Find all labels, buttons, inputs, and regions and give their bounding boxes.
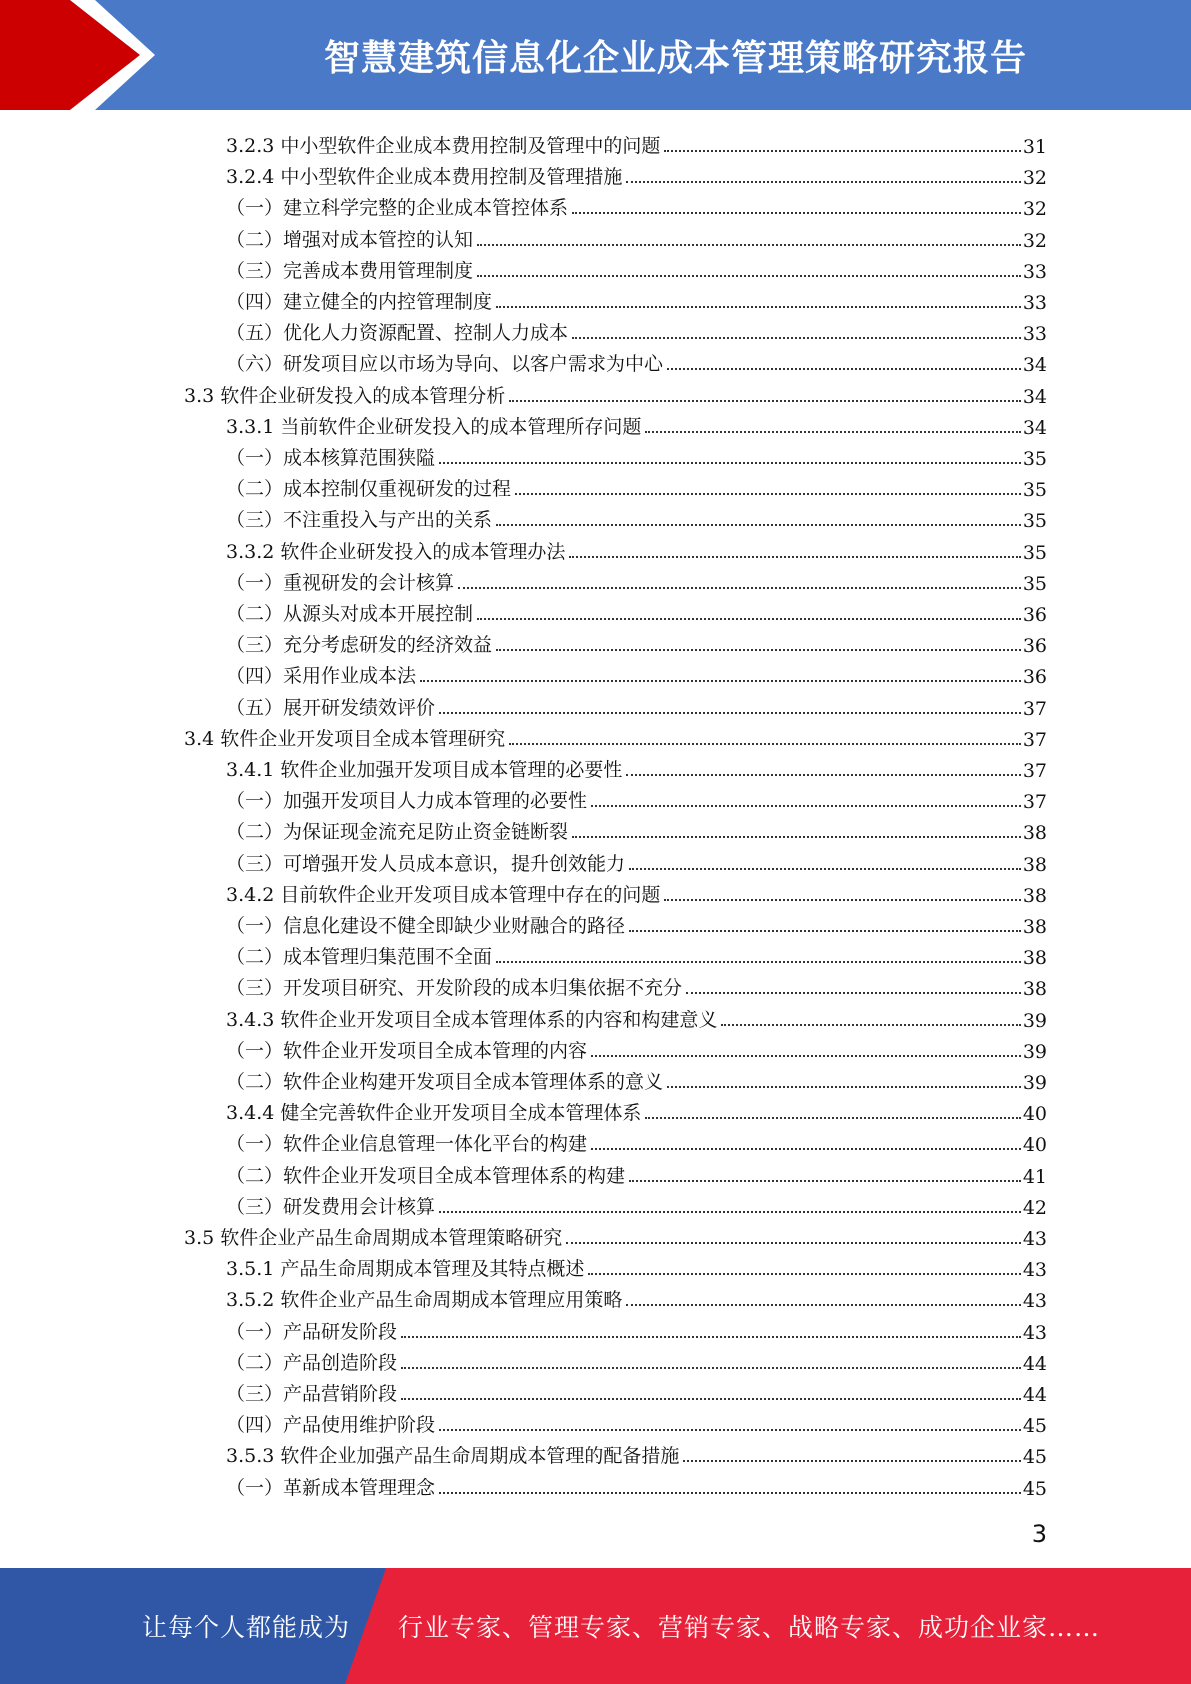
toc-entry[interactable] — [226, 938, 1047, 969]
toc-entry-label: 3.5 软件企业产品生命周期成本管理策略研究 — [184, 1227, 563, 1249]
toc-entry-page: 38 — [1022, 853, 1047, 876]
toc-entry-page: 34 — [1022, 416, 1047, 439]
toc-entry[interactable] — [184, 1219, 1047, 1250]
toc-entry-page: 45 — [1022, 1415, 1047, 1438]
page-header — [0, 0, 1191, 110]
toc-entry[interactable] — [226, 501, 1047, 532]
toc-entry-page: 36 — [1022, 666, 1047, 689]
toc-dot-leader — [591, 1148, 1021, 1150]
toc-dot-leader — [496, 524, 1021, 526]
toc-entry[interactable] — [226, 1001, 1047, 1032]
toc-dot-leader — [629, 868, 1021, 870]
toc-entry[interactable] — [226, 1157, 1047, 1188]
toc-entry-page: 32 — [1022, 229, 1047, 252]
toc-entry[interactable] — [226, 626, 1047, 657]
toc-entry[interactable] — [226, 439, 1047, 470]
toc-entry-page: 40 — [1022, 1103, 1047, 1126]
toc-dot-leader — [626, 181, 1020, 183]
toc-entry[interactable] — [226, 782, 1047, 813]
toc-dot-leader — [566, 1242, 1021, 1244]
toc-entry-label: （一）革新成本管理理念 — [226, 1476, 436, 1499]
toc-entry[interactable] — [226, 969, 1047, 1000]
toc-entry[interactable] — [226, 189, 1047, 220]
toc-entry-label: （三）完善成本费用管理制度 — [226, 259, 474, 282]
toc-entry-label: （三）充分考虑研发的经济效益 — [226, 634, 493, 657]
toc-entry[interactable] — [226, 221, 1047, 252]
toc-entry-page: 45 — [1022, 1477, 1047, 1500]
toc-entry-page: 35 — [1022, 572, 1047, 595]
toc-entry-label: （四）产品使用维护阶段 — [226, 1414, 436, 1437]
toc-entry-page: 43 — [1022, 1228, 1047, 1250]
toc-dot-leader — [439, 1492, 1021, 1494]
toc-entry-label: （五）优化人力资源配置、控制人力成本 — [226, 322, 569, 345]
toc-dot-leader — [664, 150, 1020, 152]
toc-dot-leader — [515, 493, 1021, 495]
toc-entry-label: （四）建立健全的内控管理制度 — [226, 291, 493, 313]
toc-entry-page: 44 — [1022, 1384, 1047, 1406]
toc-entry[interactable] — [226, 1469, 1047, 1500]
toc-entry-label: （二）成本管理归集范围不全面 — [226, 946, 493, 969]
toc-dot-leader — [591, 1055, 1021, 1057]
toc-entry-page: 38 — [1022, 947, 1047, 970]
toc-entry-page: 33 — [1022, 260, 1047, 283]
toc-entry-page: 41 — [1022, 1165, 1047, 1188]
toc-entry-label: （一）软件企业信息管理一体化平台的构建 — [226, 1133, 588, 1156]
toc-dot-leader — [664, 899, 1020, 901]
toc-entry-page: 34 — [1022, 354, 1047, 377]
toc-dot-leader — [591, 805, 1021, 807]
toc-dot-leader — [401, 1336, 1021, 1338]
toc-entry-label: 3.3.2 软件企业研发投入的成本管理办法 — [226, 540, 566, 563]
toc-entry-page: 33 — [1022, 292, 1047, 314]
toc-entry-page: 34 — [1022, 385, 1047, 408]
toc-entry-page: 39 — [1022, 1072, 1047, 1094]
toc-entry[interactable] — [226, 813, 1047, 844]
toc-entry[interactable] — [226, 1375, 1047, 1406]
toc-entry[interactable] — [226, 314, 1047, 345]
toc-dot-leader — [572, 836, 1021, 838]
toc-dot-leader — [626, 1304, 1020, 1306]
toc-dot-leader — [572, 212, 1021, 214]
toc-entry-page: 43 — [1022, 1321, 1047, 1344]
toc-dot-leader — [477, 275, 1021, 277]
toc-entry-label: 3.4.4 健全完善软件企业开发项目全成本管理体系 — [226, 1102, 642, 1125]
toc-dot-leader — [496, 961, 1021, 963]
toc-entry-label: 3.4 软件企业开发项目全成本管理研究 — [184, 727, 506, 750]
toc-entry-label: （一）产品研发阶段 — [226, 1320, 398, 1343]
toc-entry-page: 45 — [1022, 1446, 1047, 1469]
toc-entry-page: 32 — [1022, 198, 1047, 221]
toc-entry-label: 3.4.2 目前软件企业开发项目成本管理中存在的问题 — [226, 883, 661, 906]
toc-entry-label: 3.5.3 软件企业加强产品生命周期成本管理的配备措施 — [226, 1445, 680, 1468]
toc-entry-label: （二）产品创造阶段 — [226, 1351, 398, 1374]
toc-dot-leader — [667, 1086, 1021, 1088]
toc-entry-label: （二）为保证现金流充足防止资金链断裂 — [226, 821, 569, 844]
toc-entry-page: 36 — [1022, 635, 1047, 658]
toc-dot-leader — [496, 306, 1021, 308]
toc-entry-label: （一）建立科学完整的企业成本管控体系 — [226, 197, 569, 220]
toc-entry-page: 43 — [1022, 1290, 1047, 1313]
toc-dot-leader — [439, 462, 1021, 464]
toc-dot-leader — [569, 556, 1020, 558]
toc-entry[interactable] — [226, 1094, 1047, 1125]
toc-entry[interactable] — [226, 876, 1047, 907]
toc-entry[interactable] — [226, 1063, 1047, 1094]
toc-entry[interactable] — [184, 720, 1047, 751]
toc-entry-page: 35 — [1022, 448, 1047, 470]
toc-entry-label: 3.3.1 当前软件企业研发投入的成本管理所存问题 — [226, 415, 642, 438]
toc-entry[interactable] — [184, 377, 1047, 408]
toc-dot-leader — [401, 1367, 1021, 1369]
toc-entry-label: （一）软件企业开发项目全成本管理的内容 — [226, 1039, 588, 1062]
toc-dot-leader — [626, 774, 1020, 776]
toc-entry-label: 3.4.3 软件企业开发项目全成本管理体系的内容和构建意义 — [226, 1008, 718, 1031]
toc-entry[interactable] — [226, 689, 1047, 720]
toc-entry-label: （三）研发费用会计核算 — [226, 1195, 436, 1218]
toc-entry-label: 3.4.1 软件企业加强开发项目成本管理的必要性 — [226, 759, 623, 781]
toc-entry[interactable] — [226, 1125, 1047, 1156]
toc-entry-label: （三）产品营销阶段 — [226, 1383, 398, 1405]
toc-dot-leader — [509, 743, 1021, 745]
toc-dot-leader — [477, 618, 1021, 620]
toc-entry-page: 37 — [1022, 728, 1047, 751]
toc-entry-label: （二）软件企业开发项目全成本管理体系的构建 — [226, 1164, 626, 1187]
toc-entry-label: （一）重视研发的会计核算 — [226, 571, 455, 594]
toc-entry[interactable] — [226, 1406, 1047, 1437]
toc-entry-label: （三）开发项目研究、开发阶段的成本归集依据不充分 — [226, 977, 683, 1000]
toc-dot-leader — [439, 1429, 1021, 1431]
page-number: 3 — [1031, 1520, 1047, 1548]
toc-entry-label: （一）信息化建设不健全即缺少业财融合的路径 — [226, 915, 626, 937]
toc-entry-page: 37 — [1022, 760, 1047, 782]
toc-entry-label: （六）研发项目应以市场为导向、以客户需求为中心 — [226, 353, 664, 376]
toc-entry-page: 31 — [1022, 136, 1047, 158]
toc-dot-leader — [477, 244, 1021, 246]
toc-entry-label: 3.5.2 软件企业产品生命周期成本管理应用策略 — [226, 1289, 623, 1312]
toc-entry-label: 3.3 软件企业研发投入的成本管理分析 — [184, 384, 506, 407]
toc-entry-page: 38 — [1022, 916, 1047, 938]
toc-entry-page: 35 — [1022, 541, 1047, 564]
toc-entry-label: （五）展开研发绩效评价 — [226, 696, 436, 719]
header-red-arrow — [0, 0, 140, 110]
toc-entry-page: 32 — [1022, 167, 1047, 190]
toc-entry-label: （二）软件企业构建开发项目全成本管理体系的意义 — [226, 1071, 664, 1093]
toc-entry-label: 3.2.4 中小型软件企业成本费用控制及管理措施 — [226, 166, 623, 189]
toc-entry[interactable] — [226, 1281, 1047, 1312]
footer-slogan-left: 让每个人都能成为 — [142, 1613, 351, 1642]
toc-dot-leader — [645, 1117, 1020, 1119]
toc-dot-leader — [401, 1398, 1021, 1400]
toc-entry[interactable] — [226, 1188, 1047, 1219]
toc-entry-page: 37 — [1022, 697, 1047, 720]
toc-entry[interactable] — [226, 158, 1047, 189]
toc-entry-page: 38 — [1022, 822, 1047, 845]
toc-entry[interactable] — [226, 1437, 1047, 1468]
toc-entry[interactable] — [226, 1250, 1047, 1281]
toc-dot-leader — [629, 1180, 1021, 1182]
toc-dot-leader — [572, 337, 1021, 339]
toc-entry-page: 43 — [1022, 1259, 1047, 1282]
toc-entry[interactable] — [226, 252, 1047, 283]
toc-entry[interactable] — [226, 1032, 1047, 1063]
toc-dot-leader — [496, 649, 1021, 651]
toc-entry[interactable] — [226, 595, 1047, 626]
toc-entry[interactable] — [226, 408, 1047, 439]
toc-entry-page: 40 — [1022, 1134, 1047, 1157]
toc-entry-page: 44 — [1022, 1352, 1047, 1375]
toc-dot-leader — [458, 587, 1021, 589]
toc-entry[interactable] — [226, 845, 1047, 876]
toc-dot-leader — [721, 1024, 1020, 1026]
toc-entry-page: 36 — [1022, 604, 1047, 626]
toc-entry-label: （二）从源头对成本开展控制 — [226, 603, 474, 625]
toc-dot-leader — [629, 930, 1021, 932]
toc-entry-label: （四）采用作业成本法 — [226, 665, 417, 688]
toc-entry-label: （二）增强对成本管控的认知 — [226, 228, 474, 251]
toc-entry[interactable] — [226, 564, 1047, 595]
toc-entry-page: 39 — [1022, 1040, 1047, 1063]
toc-entry[interactable] — [226, 470, 1047, 501]
toc-entry-page: 38 — [1022, 978, 1047, 1001]
toc-entry-label: （三）不注重投入与产出的关系 — [226, 509, 493, 532]
toc-dot-leader — [420, 680, 1021, 682]
toc-entry[interactable] — [226, 751, 1047, 782]
toc-entry-label: （二）成本控制仅重视研发的过程 — [226, 478, 512, 501]
toc-dot-leader — [439, 1211, 1021, 1213]
toc-entry-page: 35 — [1022, 510, 1047, 533]
toc-entry-label: 3.5.1 产品生命周期成本管理及其特点概述 — [226, 1258, 585, 1281]
toc-entry[interactable] — [226, 533, 1047, 564]
toc-entry[interactable] — [226, 345, 1047, 376]
toc-entry[interactable] — [226, 1313, 1047, 1344]
toc-dot-leader — [686, 992, 1021, 994]
toc-entry[interactable] — [226, 657, 1047, 688]
toc-entry[interactable] — [226, 1344, 1047, 1375]
toc-entry[interactable] — [226, 283, 1047, 314]
toc-entry-page: 37 — [1022, 791, 1047, 814]
toc-entry-page: 39 — [1022, 1009, 1047, 1032]
toc-dot-leader — [588, 1273, 1020, 1275]
toc-entry-page: 33 — [1022, 323, 1047, 346]
toc-dot-leader — [683, 1460, 1020, 1462]
page-footer — [0, 1568, 1191, 1684]
toc-entry-label: 3.2.3 中小型软件企业成本费用控制及管理中的问题 — [226, 135, 661, 157]
toc-entry-label: （一）成本核算范围狭隘 — [226, 447, 436, 469]
toc-entry-page: 38 — [1022, 884, 1047, 907]
toc-dot-leader — [645, 431, 1020, 433]
toc-entry-page: 42 — [1022, 1196, 1047, 1219]
toc-entry-page: 35 — [1022, 479, 1047, 502]
toc-entry-label: （一）加强开发项目人力成本管理的必要性 — [226, 790, 588, 813]
toc-dot-leader — [439, 712, 1021, 714]
toc-dot-leader — [667, 368, 1021, 370]
toc-entry[interactable] — [226, 127, 1047, 158]
toc-entry[interactable] — [226, 907, 1047, 938]
footer-slogan-right: 行业专家、管理专家、营销专家、战略专家、成功企业家…… — [398, 1613, 1101, 1642]
toc-dot-leader — [509, 400, 1021, 402]
document-title: 智慧建筑信息化企业成本管理策略研究报告 — [323, 37, 1027, 79]
toc-entry-label: （三）可增强开发人员成本意识，提升创效能力 — [226, 852, 626, 875]
